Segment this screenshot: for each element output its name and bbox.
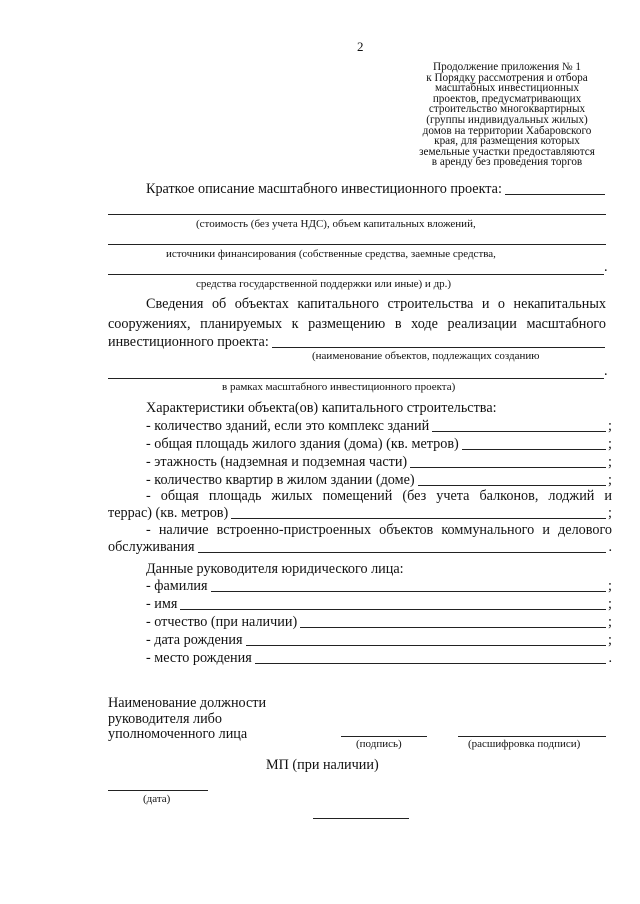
header-line: края, для размещения которых bbox=[434, 135, 580, 148]
page-number: 2 bbox=[357, 39, 364, 54]
characteristics-title: Характеристики объекта(ов) капитального строительства: bbox=[146, 400, 497, 416]
char-item-living-area: - общая площадь жилых помещений (без учета балконов, лоджий и bbox=[146, 488, 612, 504]
date-hint: (дата) bbox=[143, 793, 171, 805]
head-surname-label: - фамилия bbox=[146, 578, 208, 594]
head-sep: ; bbox=[608, 596, 612, 612]
char-item-living-area-cont: террас) (кв. метров) bbox=[108, 505, 229, 521]
header-line: к Порядку рассмотрения и отбора bbox=[426, 71, 588, 84]
objects-line-2-end: . bbox=[604, 363, 608, 379]
char-sep: ; bbox=[608, 418, 612, 434]
header-line: Продолжение приложения № 1 bbox=[433, 61, 581, 73]
header-line: домов на территории Хабаровского bbox=[422, 124, 592, 137]
head-row-surname bbox=[146, 578, 612, 595]
objects-text-line-3: инвестиционного проекта: bbox=[108, 334, 269, 350]
objects-blank[interactable] bbox=[272, 347, 605, 348]
head-row-birthplace bbox=[146, 650, 612, 667]
char-end: . bbox=[608, 539, 612, 555]
position-line: Наименование должности bbox=[108, 695, 267, 711]
char-sep: ; bbox=[608, 505, 612, 521]
signature-hint: (подпись) bbox=[356, 738, 402, 750]
head-row-birthdate bbox=[146, 632, 612, 649]
char-blank-area[interactable] bbox=[462, 449, 606, 450]
objects-row bbox=[108, 334, 606, 351]
char-item-area: - общая площадь жилого здания (дома) (кв. метров) bbox=[146, 436, 459, 452]
char-sep: ; bbox=[608, 454, 612, 470]
head-birthdate-label: - дата рождения bbox=[146, 632, 243, 648]
objects-text-line-2: сооружениях, планируемых к размещению в ходе реализации масштабного bbox=[108, 316, 606, 332]
objects-hint-1: (наименование объектов, подлежащих созданию bbox=[312, 350, 540, 362]
char-row-2 bbox=[146, 436, 612, 453]
head-sep: ; bbox=[608, 578, 612, 594]
char-item-buildings: - количество зданий, если это комплекс зданий bbox=[146, 418, 430, 434]
decode-hint: (расшифровка подписи) bbox=[468, 738, 581, 750]
brief-line-3-end: . bbox=[604, 259, 608, 275]
char-row-3 bbox=[146, 454, 612, 471]
decode-line[interactable] bbox=[458, 736, 606, 737]
head-birthdate-blank[interactable] bbox=[246, 645, 607, 646]
char-row-5 bbox=[108, 505, 612, 522]
char-blank-floors[interactable] bbox=[410, 467, 606, 468]
brief-description-blank[interactable] bbox=[505, 194, 605, 195]
head-patronymic-blank[interactable] bbox=[300, 627, 606, 628]
head-end: . bbox=[608, 650, 612, 666]
head-row-name bbox=[146, 596, 612, 613]
signature-line[interactable] bbox=[341, 736, 427, 737]
char-item-apartments: - количество квартир в жилом здании (доме) bbox=[146, 472, 415, 488]
char-sep: ; bbox=[608, 436, 612, 452]
char-item-services-cont: обслуживания bbox=[108, 539, 195, 555]
head-sep: ; bbox=[608, 632, 612, 648]
char-blank-services[interactable] bbox=[198, 552, 607, 553]
objects-hint-2: в рамках масштабного инвестиционного проекта) bbox=[222, 381, 456, 393]
char-item-floors: - этажность (надземная и подземная части) bbox=[146, 454, 408, 470]
head-birthplace-blank[interactable] bbox=[255, 663, 607, 664]
objects-text-line-1: Сведения об объектах капитального строительства и о некапитальных bbox=[146, 296, 606, 312]
position-title bbox=[108, 696, 266, 743]
char-row-4 bbox=[146, 472, 612, 489]
head-name-label: - имя bbox=[146, 596, 178, 612]
position-line: уполномоченного лица bbox=[108, 726, 248, 742]
brief-hint-3: средства государственной поддержки или иные) и др.) bbox=[196, 278, 452, 290]
head-birthplace-label: - место рождения bbox=[146, 650, 252, 666]
brief-description-label: Краткое описание масштабного инвестиционного проекта: bbox=[146, 181, 502, 197]
head-surname-blank[interactable] bbox=[211, 591, 607, 592]
brief-line-1[interactable] bbox=[108, 214, 606, 215]
header-line: (группы индивидуальных жилых) bbox=[426, 113, 588, 126]
brief-line-2[interactable] bbox=[108, 244, 606, 245]
brief-description-row bbox=[146, 181, 606, 198]
header-line: проектов, предусматривающих bbox=[432, 92, 582, 105]
char-sep: ; bbox=[608, 472, 612, 488]
char-row-6 bbox=[108, 539, 612, 556]
objects-line-2[interactable] bbox=[108, 378, 604, 379]
appendix-header bbox=[402, 62, 612, 168]
char-item-services: - наличие встроенно-пристроенных объектов коммунального и делового bbox=[146, 522, 612, 538]
char-blank-buildings[interactable] bbox=[432, 431, 606, 432]
header-line: в аренду без проведения торгов bbox=[431, 156, 583, 169]
head-name-blank[interactable] bbox=[180, 609, 606, 610]
date-line[interactable] bbox=[108, 790, 208, 791]
char-row-1 bbox=[146, 418, 612, 435]
stamp-label: МП (при наличии) bbox=[266, 757, 379, 773]
head-sep: ; bbox=[608, 614, 612, 630]
head-row-patronymic bbox=[146, 614, 612, 631]
head-data-title: Данные руководителя юридического лица: bbox=[146, 561, 404, 577]
header-line: строительство многоквартирных bbox=[428, 103, 586, 116]
position-line: руководителя либо bbox=[108, 710, 222, 727]
char-blank-living-area[interactable] bbox=[231, 518, 606, 519]
brief-hint-1: (стоимость (без учета НДС), объем капитальных вложений, bbox=[196, 218, 476, 230]
char-blank-apartments[interactable] bbox=[418, 485, 606, 486]
header-line: земельные участки предоставляются bbox=[419, 145, 595, 158]
head-patronymic-label: - отчество (при наличии) bbox=[146, 614, 298, 630]
header-line: масштабных инвестиционных bbox=[434, 82, 580, 95]
brief-hint-2: источники финансирования (собственные средства, заемные средства, bbox=[166, 248, 496, 260]
brief-line-3[interactable] bbox=[108, 274, 604, 275]
closing-line bbox=[313, 818, 409, 819]
